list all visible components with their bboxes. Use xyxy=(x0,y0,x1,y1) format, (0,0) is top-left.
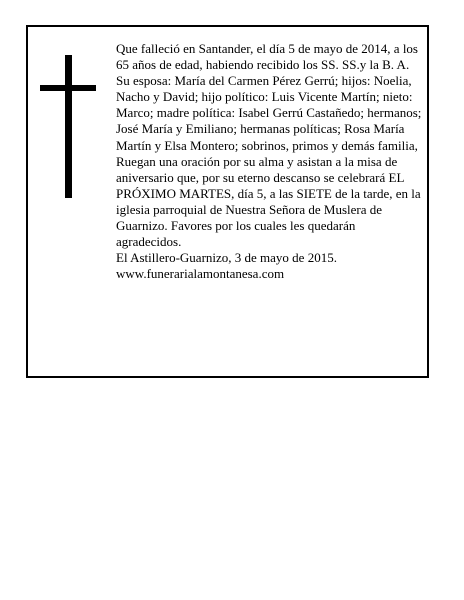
place-and-date: El Astillero-Guarnizo, 3 de mayo de 2015. xyxy=(116,250,337,266)
obituary-notice-frame xyxy=(26,25,429,378)
family-list: Su esposa: María del Carmen Pérez Gerrú; hijos: Noelia, Nacho y David; hijo político: Luis Vicente Martín; nieto: Marco; madre política: Isabel Gerrú Castañedo; hermanos; José María y Emiliano; hermanas políticas; Rosa María Martín y Elsa Montero; sobrinos, primos y demás familia, xyxy=(116,73,422,153)
latin-cross-icon xyxy=(40,55,96,198)
cross-vertical-bar xyxy=(65,55,72,198)
death-announcement: Que falleció en Santander, el día 5 de mayo de 2014, a los 65 años de edad, habiendo recibido los SS. SS.y la B. A. xyxy=(116,41,418,73)
funeral-home-website: www.funerarialamontanesa.com xyxy=(116,266,285,282)
mass-invitation: Ruegan una oración por su alma y asistan a la misa de aniversario que, por su eterno descanso se celebrará EL PRÓXIMO MARTES, día 5, a las SIETE de la tarde, en la iglesia parroquial de Nuestra Señora de Muslera de Guarnizo. Favores por los cuales les quedarán agradecidos. xyxy=(116,153,421,250)
cross-horizontal-bar xyxy=(40,85,96,91)
notice-text xyxy=(116,41,422,282)
